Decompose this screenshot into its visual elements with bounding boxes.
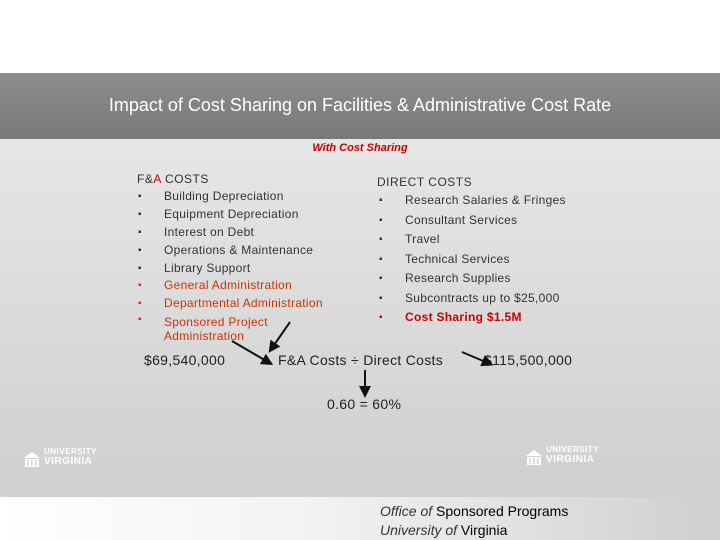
footer-line1-prefix: Office of [380, 503, 437, 519]
logo-line2: VIRGINIA [546, 454, 595, 465]
fa-total: $69,540,000 [144, 352, 226, 368]
bullet-icon: ▪ [379, 253, 383, 265]
list-item-label: Research Salaries & Fringes [405, 193, 566, 207]
slide-title: Impact of Cost Sharing on Facilities & Administrative Cost Rate [108, 95, 612, 115]
fa-heading-accent: A [153, 172, 162, 186]
fa-heading-prefix: F& [137, 172, 154, 186]
direct-total: $115,500,000 [484, 352, 573, 368]
footer-line2-main: Virginia [460, 522, 508, 538]
footer-line1-main: Sponsored Programs [436, 503, 569, 519]
fa-heading-suffix: COSTS [161, 172, 209, 186]
list-item-label: Interest on Debt [164, 224, 255, 239]
formula-text: F&A Costs ÷ Direct Costs [278, 352, 444, 368]
slide-subtitle: With Cost Sharing [312, 142, 408, 154]
footer-line2-prefix: University of [380, 522, 461, 538]
bullet-icon: ▪ [138, 191, 142, 202]
footer-line2 [380, 522, 507, 538]
list-item-label: Equipment Depreciation [164, 206, 299, 221]
list-item-label: Building Depreciation [164, 189, 284, 203]
list-item-label: Cost Sharing $1.5M [405, 310, 522, 324]
bullet-icon: ▪ [379, 292, 383, 304]
direct-costs-heading: DIRECT COSTS [377, 175, 473, 189]
bullet-icon: ▪ [138, 298, 142, 310]
list-item-label: Technical Services [405, 251, 510, 266]
list-item-label: Departmental Administration [164, 296, 323, 311]
list-item-label: Consultant Services [405, 212, 518, 227]
list-item-label: General Administration [164, 278, 292, 293]
logo-line1: UNIVERSITY [44, 447, 98, 456]
bullet-icon: ▪ [379, 312, 383, 323]
arrow-left-lower [272, 322, 290, 348]
arrow-left-upper [232, 341, 268, 362]
bullet-icon: ▪ [138, 208, 142, 220]
list-item-label: Research Supplies [405, 271, 511, 285]
footer-line1 [380, 503, 568, 519]
list-item-label: Sponsored Project Administration [164, 315, 268, 344]
list-item-label: Subcontracts up to $25,000 [405, 290, 560, 305]
list-item-label: Travel [405, 232, 440, 246]
logo-line1: UNIVERSITY [546, 445, 600, 454]
bullet-icon: ▪ [379, 214, 383, 226]
bullet-icon: ▪ [138, 314, 142, 326]
footer-bar [0, 497, 720, 540]
bullet-icon: ▪ [379, 234, 383, 245]
bullet-icon: ▪ [138, 262, 142, 274]
rate-result: 0.60 = 60% [327, 396, 402, 412]
arrow-right [462, 352, 488, 363]
bullet-icon: ▪ [379, 273, 383, 284]
bullet-icon: ▪ [379, 195, 383, 206]
list-item-label: Operations & Maintenance [164, 242, 314, 257]
bullet-icon: ▪ [138, 226, 142, 238]
bullet-icon: ▪ [138, 244, 142, 256]
logo-line2: VIRGINIA [44, 456, 93, 467]
bullet-icon: ▪ [138, 280, 142, 292]
list-item-label: Library Support [164, 260, 251, 275]
